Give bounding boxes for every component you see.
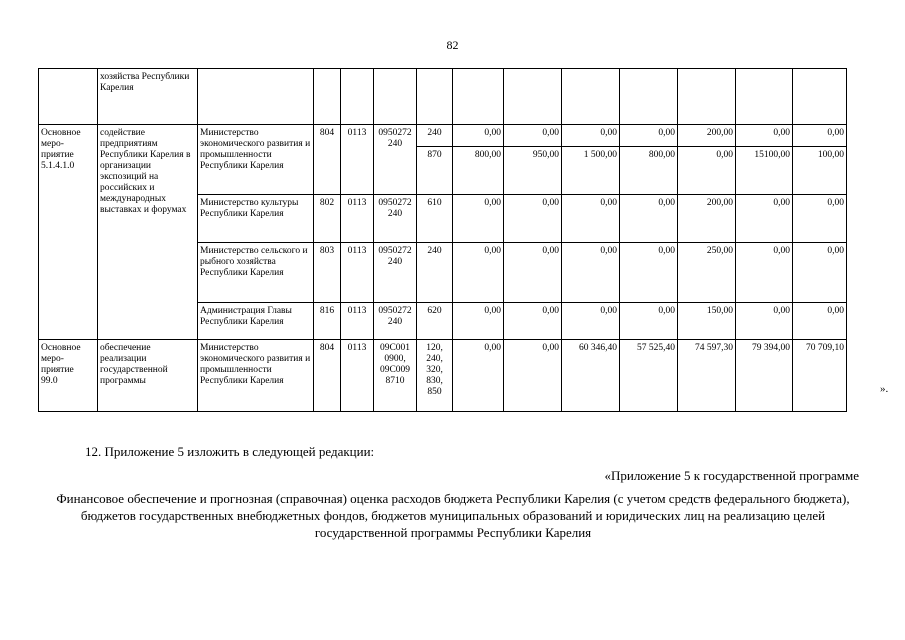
table-row xyxy=(39,69,847,125)
table-row xyxy=(39,340,847,412)
cell-value: 0,00 xyxy=(736,303,793,340)
paragraph-item: 12. Приложение 5 изложить в следующей редакции: xyxy=(85,444,375,459)
cell-rz: 0113 xyxy=(341,195,374,243)
cell-value: 0,00 xyxy=(504,303,562,340)
cell-vr: 610 xyxy=(417,195,453,243)
cell-csr: 0950272 240 xyxy=(374,125,417,195)
cell-grbs xyxy=(314,69,341,125)
cell-rz xyxy=(341,69,374,125)
cell-csr: 0950272 240 xyxy=(374,303,417,340)
cell-value: 150,00 xyxy=(678,303,736,340)
cell-csr xyxy=(374,69,417,125)
cell-value xyxy=(793,69,847,125)
cell-value: 0,00 xyxy=(453,125,504,147)
cell-vr: 870 xyxy=(417,147,453,195)
cell-value: 0,00 xyxy=(504,340,562,412)
cell-value: 0,00 xyxy=(620,125,678,147)
table-row xyxy=(39,125,847,147)
cell-value xyxy=(678,69,736,125)
document-title: Финансовое обеспечение и прогнозная (справочная) оценка расходов бюджета Республики Карелия (с учетом средств федерального бюджета), бюджетов государственных внебюджетных фондов, бюджетов муниципальных образований и юридических лиц на реализацию целей государственной программы Республики Карелия xyxy=(56,491,850,540)
cell-value: 250,00 xyxy=(678,243,736,303)
cell-value: 0,00 xyxy=(504,243,562,303)
cell-value: 0,00 xyxy=(453,243,504,303)
cell-org: Министерство сельского и рыбного хозяйства Республики Карелия xyxy=(198,243,314,303)
cell-value: 0,00 xyxy=(736,195,793,243)
cell-value: 70 709,10 xyxy=(793,340,847,412)
cell-value: 0,00 xyxy=(453,340,504,412)
cell-value: 0,00 xyxy=(620,195,678,243)
cell-grbs: 802 xyxy=(314,195,341,243)
cell-value: 57 525,40 xyxy=(620,340,678,412)
cell-org: Министерство экономического развития и промышленности Республики Карелия xyxy=(198,340,314,412)
cell-rz: 0113 xyxy=(341,303,374,340)
cell-csr: 0950272 240 xyxy=(374,243,417,303)
cell-value: 79 394,00 xyxy=(736,340,793,412)
cell-csr: 0950272 240 xyxy=(374,195,417,243)
cell-org: Министерство экономического развития и промышленности Республики Карелия xyxy=(198,125,314,195)
cell-value: 0,00 xyxy=(562,195,620,243)
cell-value: 60 346,40 xyxy=(562,340,620,412)
cell-value: 0,00 xyxy=(793,303,847,340)
cell-rz: 0113 xyxy=(341,243,374,303)
cell-value: 0,00 xyxy=(504,125,562,147)
cell-value: 0,00 xyxy=(736,125,793,147)
cell-value xyxy=(736,69,793,125)
cell-value: 0,00 xyxy=(678,147,736,195)
cell-vr: 240 xyxy=(417,125,453,147)
cell-value: 0,00 xyxy=(620,303,678,340)
cell-event: Основное меро- приятие 99.0 xyxy=(39,340,98,412)
cell-org: Министерство культуры Республики Карелия xyxy=(198,195,314,243)
cell-org xyxy=(198,69,314,125)
cell-rz: 0113 xyxy=(341,340,374,412)
cell-vr xyxy=(417,69,453,125)
cell-grbs: 816 xyxy=(314,303,341,340)
cell-value: 0,00 xyxy=(793,125,847,147)
cell-value: 0,00 xyxy=(620,243,678,303)
cell-name: хозяйства Республики Карелия xyxy=(98,69,198,125)
cell-csr: 09С001 0900, 09С009 8710 xyxy=(374,340,417,412)
cell-event xyxy=(39,69,98,125)
cell-vr: 240 xyxy=(417,243,453,303)
budget-table xyxy=(38,68,847,412)
cell-value: 100,00 xyxy=(793,147,847,195)
cell-value: 800,00 xyxy=(453,147,504,195)
cell-value xyxy=(620,69,678,125)
cell-value: 0,00 xyxy=(793,243,847,303)
cell-event: Основное меро- приятие 5.1.4.1.0 xyxy=(39,125,98,340)
cell-value: 0,00 xyxy=(453,195,504,243)
cell-value: 0,00 xyxy=(562,125,620,147)
cell-value: 200,00 xyxy=(678,195,736,243)
cell-value: 0,00 xyxy=(562,243,620,303)
cell-name: обеспечение реализации государственной программы xyxy=(98,340,198,412)
cell-value: 200,00 xyxy=(678,125,736,147)
cell-value: 15100,00 xyxy=(736,147,793,195)
cell-vr: 120, 240, 320, 830, 850 xyxy=(417,340,453,412)
cell-value: 0,00 xyxy=(793,195,847,243)
cell-value xyxy=(562,69,620,125)
page-number: 82 xyxy=(446,38,459,52)
cell-grbs: 804 xyxy=(314,340,341,412)
closing-quote: ». xyxy=(880,383,889,395)
cell-name: содействие предприятиям Республики Карелия в организации экспозиций на российских и международных выставках и форумах xyxy=(98,125,198,340)
cell-rz: 0113 xyxy=(341,125,374,195)
cell-value: 74 597,30 xyxy=(678,340,736,412)
cell-value: 1 500,00 xyxy=(562,147,620,195)
cell-value xyxy=(504,69,562,125)
cell-vr: 620 xyxy=(417,303,453,340)
appendix-reference: «Приложение 5 к государственной программе xyxy=(604,468,859,483)
cell-value: 0,00 xyxy=(736,243,793,303)
cell-value: 0,00 xyxy=(504,195,562,243)
cell-grbs: 803 xyxy=(314,243,341,303)
cell-value: 0,00 xyxy=(562,303,620,340)
cell-org: Администрация Главы Республики Карелия xyxy=(198,303,314,340)
cell-value xyxy=(453,69,504,125)
cell-value: 950,00 xyxy=(504,147,562,195)
cell-value: 800,00 xyxy=(620,147,678,195)
cell-grbs: 804 xyxy=(314,125,341,195)
cell-value: 0,00 xyxy=(453,303,504,340)
